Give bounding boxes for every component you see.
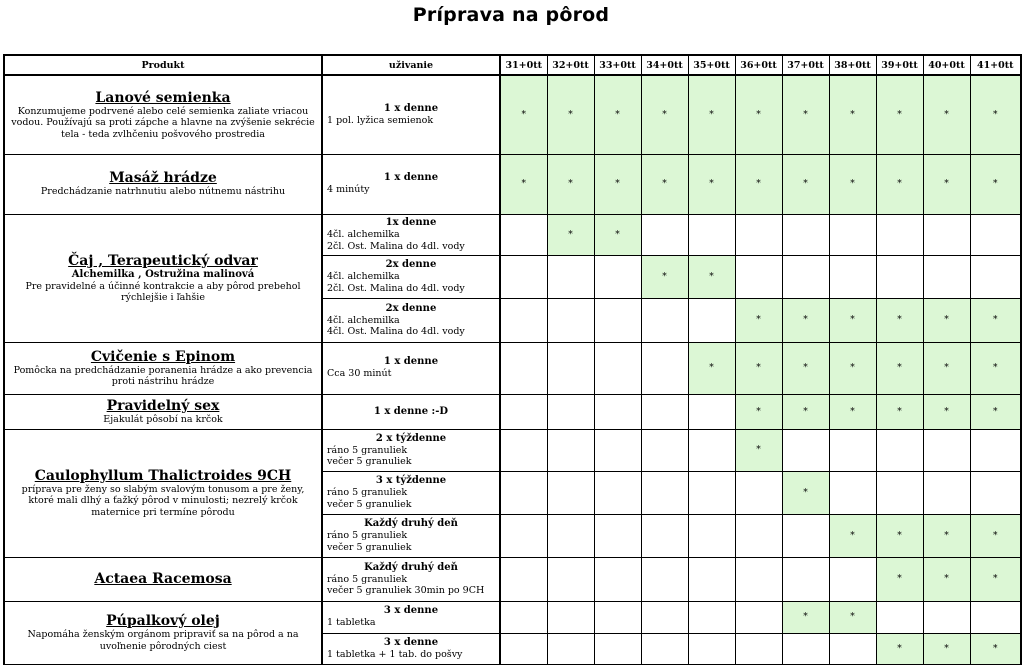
week-mark: *	[803, 363, 808, 373]
week-cell	[688, 514, 735, 557]
week-cell-marked	[923, 75, 970, 154]
week-cell-marked	[876, 298, 923, 342]
table-row	[4, 154, 1021, 214]
header-week-37: 37+0tt	[782, 55, 829, 75]
week-cell-marked	[829, 298, 876, 342]
header-week-41: 41+0tt	[970, 55, 1021, 75]
week-cell-marked	[547, 154, 594, 214]
product-name: Čaj , Terapeutický odvar	[68, 252, 258, 269]
week-mark: *	[803, 406, 808, 417]
week-cell	[876, 429, 923, 471]
document-title: Príprava na pôrod	[412, 4, 610, 26]
week-cell-marked	[923, 298, 970, 342]
week-cell	[688, 298, 735, 342]
week-cell-marked	[500, 75, 547, 154]
week-cell	[923, 214, 970, 255]
week-mark: *	[803, 612, 808, 622]
table-row	[4, 601, 1021, 633]
week-cell-marked	[829, 342, 876, 394]
week-cell	[594, 471, 641, 514]
week-cell	[735, 255, 782, 298]
usage-frequency: 3 x denne	[383, 636, 439, 648]
week-mark: *	[568, 229, 573, 240]
week-cell-marked	[782, 298, 829, 342]
usage-detail: večer 5 granuliek 30min po 9CH	[327, 585, 485, 596]
week-cell-marked	[782, 471, 829, 514]
week-mark: *	[615, 109, 620, 120]
week-mark: *	[993, 179, 998, 189]
week-cell-marked	[688, 154, 735, 214]
product-description: Konzumujeme podrvené alebo celé semienka zaliate vriacou vodou. Používajú sa proti zápche a hlavne na zvýšenie sekrécie tela - teda zvlhčeniu pošvového prostredia	[11, 105, 315, 140]
usage-detail: 2čl. Ost. Malina do 4dl. vody	[327, 240, 465, 252]
week-cell	[641, 214, 688, 255]
week-mark: *	[803, 109, 808, 120]
usage-detail: 4 minúty	[327, 184, 370, 196]
week-cell-marked	[782, 394, 829, 429]
week-cell-marked	[594, 214, 641, 255]
week-cell-marked	[735, 298, 782, 342]
header-week-34: 34+0tt	[641, 55, 688, 75]
week-cell	[829, 429, 876, 471]
header-product: Produkt	[4, 55, 322, 75]
week-mark: *	[944, 109, 949, 120]
usage-frequency: 2x denne	[385, 259, 437, 270]
usage-detail: 1 pol. lyžica semienok	[327, 115, 434, 126]
week-mark: *	[615, 179, 620, 189]
week-cell-marked	[923, 514, 970, 557]
week-cell	[876, 471, 923, 514]
week-mark: *	[897, 406, 902, 417]
week-mark: *	[662, 179, 667, 189]
usage-detail: večer 5 granuliek	[327, 541, 412, 553]
week-cell-marked	[876, 154, 923, 214]
week-cell	[782, 514, 829, 557]
week-mark: *	[850, 109, 855, 120]
week-mark: *	[850, 530, 855, 541]
week-cell	[594, 342, 641, 394]
week-cell-marked	[923, 394, 970, 429]
product-cell	[4, 154, 322, 214]
week-cell	[923, 601, 970, 633]
week-cell	[641, 514, 688, 557]
product-cell	[4, 214, 322, 342]
week-mark: *	[897, 363, 902, 373]
usage-detail: 1 tabletka + 1 tab. do pošvy	[327, 648, 463, 660]
usage-detail: 4čl. alchemilka	[327, 229, 400, 240]
usage-detail: 1 tabletka	[327, 617, 376, 629]
week-cell	[500, 557, 547, 601]
week-cell	[641, 298, 688, 342]
usage-cell	[322, 601, 500, 633]
week-cell-marked	[688, 255, 735, 298]
week-cell	[735, 471, 782, 514]
week-mark: *	[944, 574, 949, 584]
week-mark: *	[944, 179, 949, 189]
usage-frequency: 1 x denne	[383, 356, 439, 368]
week-cell-marked	[735, 394, 782, 429]
week-cell-marked	[594, 75, 641, 154]
week-cell	[500, 342, 547, 394]
week-cell-marked	[876, 394, 923, 429]
week-cell-marked	[500, 154, 547, 214]
week-mark: *	[662, 109, 667, 120]
week-cell	[735, 514, 782, 557]
week-cell	[594, 514, 641, 557]
week-cell-marked	[970, 633, 1021, 664]
week-cell-marked	[547, 75, 594, 154]
usage-frequency: Každý druhý deň	[364, 561, 458, 573]
week-cell	[594, 557, 641, 601]
week-cell	[876, 255, 923, 298]
week-mark: *	[944, 315, 949, 325]
usage-detail: ráno 5 granuliek	[327, 487, 408, 498]
week-cell	[641, 471, 688, 514]
week-cell-marked	[547, 214, 594, 255]
week-mark: *	[897, 643, 902, 654]
week-cell-marked	[641, 255, 688, 298]
week-mark: *	[709, 179, 714, 189]
week-mark: *	[944, 406, 949, 417]
week-cell-marked	[735, 75, 782, 154]
week-cell	[923, 429, 970, 471]
usage-frequency: 3 x týždenne	[375, 475, 447, 486]
week-cell	[547, 394, 594, 429]
week-mark: *	[756, 109, 761, 120]
week-cell	[782, 255, 829, 298]
usage-detail: Cca 30 minút	[327, 368, 392, 380]
week-cell	[923, 255, 970, 298]
week-mark: *	[756, 315, 761, 325]
week-mark: *	[850, 179, 855, 189]
week-cell	[500, 633, 547, 664]
header-week-31: 31+0tt	[500, 55, 547, 75]
product-description: príprava pre ženy so slabým svalovým tonusom a pre ženy, ktoré mali dlhý a ťažký pôrod v minulosti; nezrelý krčok maternice pri termíne pôrodu	[21, 483, 305, 518]
week-cell	[970, 429, 1021, 471]
week-mark: *	[993, 406, 998, 417]
week-cell	[500, 514, 547, 557]
week-cell-marked	[970, 557, 1021, 601]
week-cell	[829, 471, 876, 514]
usage-detail: večer 5 granuliek	[327, 498, 412, 510]
week-cell	[547, 471, 594, 514]
week-cell	[594, 601, 641, 633]
header-week-40: 40+0tt	[923, 55, 970, 75]
product-cell	[4, 557, 322, 601]
week-cell-marked	[782, 154, 829, 214]
usage-frequency: Každý druhý deň	[364, 518, 458, 529]
week-mark: *	[850, 315, 855, 325]
week-cell	[641, 601, 688, 633]
header-usage: uživanie	[322, 55, 500, 75]
table-row	[4, 214, 1021, 255]
week-mark: *	[568, 109, 573, 120]
week-cell	[829, 633, 876, 664]
product-name: Cvičenie s Epinom	[90, 348, 236, 365]
usage-cell	[322, 255, 500, 298]
week-cell	[641, 633, 688, 664]
week-mark: *	[850, 612, 855, 622]
product-description: Napomáha ženským orgánom pripraviť sa na pôrod a na uvoľnenie pôrodných ciest	[27, 629, 299, 652]
header-week-39: 39+0tt	[876, 55, 923, 75]
usage-cell	[322, 154, 500, 214]
week-cell-marked	[970, 342, 1021, 394]
table-row	[4, 557, 1021, 601]
week-cell-marked	[829, 601, 876, 633]
week-mark: *	[993, 109, 998, 120]
week-mark: *	[803, 179, 808, 189]
week-cell-marked	[970, 298, 1021, 342]
table-row	[4, 342, 1021, 394]
week-mark: *	[521, 109, 526, 120]
week-cell-marked	[970, 394, 1021, 429]
week-cell	[829, 557, 876, 601]
week-cell	[688, 557, 735, 601]
usage-cell	[322, 429, 500, 471]
week-cell	[547, 633, 594, 664]
week-cell-marked	[876, 633, 923, 664]
week-cell	[594, 394, 641, 429]
week-cell	[688, 429, 735, 471]
week-cell-marked	[782, 342, 829, 394]
week-cell	[782, 429, 829, 471]
week-cell-marked	[970, 514, 1021, 557]
usage-frequency: 1 x denne	[383, 103, 439, 114]
header-week-32: 32+0tt	[547, 55, 594, 75]
week-mark: *	[993, 530, 998, 541]
usage-cell	[322, 214, 500, 255]
week-cell	[688, 214, 735, 255]
week-cell	[829, 255, 876, 298]
usage-detail: ráno 5 granuliek	[327, 573, 408, 585]
product-cell	[4, 429, 322, 557]
week-cell-marked	[923, 633, 970, 664]
usage-cell	[322, 514, 500, 557]
week-cell-marked	[876, 75, 923, 154]
week-mark: *	[568, 179, 573, 189]
week-cell	[923, 471, 970, 514]
week-cell	[500, 601, 547, 633]
week-mark: *	[897, 179, 902, 189]
week-cell-marked	[641, 154, 688, 214]
usage-frequency: 1 x denne :-D	[373, 405, 449, 417]
week-cell	[547, 255, 594, 298]
week-mark: *	[850, 363, 855, 373]
week-cell	[735, 601, 782, 633]
usage-frequency: 3 x denne	[383, 605, 439, 617]
week-cell	[970, 471, 1021, 514]
usage-frequency: 2 x týždenne	[375, 432, 447, 444]
product-cell	[4, 75, 322, 154]
week-cell	[688, 471, 735, 514]
week-mark: *	[615, 229, 620, 240]
week-mark: *	[944, 530, 949, 541]
week-mark: *	[944, 363, 949, 373]
week-cell	[782, 557, 829, 601]
week-cell-marked	[735, 429, 782, 471]
week-cell	[547, 557, 594, 601]
week-cell	[547, 429, 594, 471]
week-cell	[500, 255, 547, 298]
week-mark: *	[993, 363, 998, 373]
usage-cell	[322, 75, 500, 154]
week-cell	[500, 298, 547, 342]
week-cell	[547, 298, 594, 342]
product-name: Pravidelný sex	[106, 397, 220, 414]
week-cell	[782, 214, 829, 255]
week-cell-marked	[923, 557, 970, 601]
week-cell	[970, 255, 1021, 298]
week-cell	[547, 342, 594, 394]
usage-cell	[322, 298, 500, 342]
product-cell	[4, 601, 322, 664]
week-cell	[829, 214, 876, 255]
week-cell-marked	[641, 75, 688, 154]
usage-cell	[322, 557, 500, 601]
usage-cell	[322, 394, 500, 429]
usage-frequency: 2x denne	[385, 302, 437, 314]
product-subtitle: Alchemilka , Ostružina malinová	[71, 268, 255, 280]
product-name: Caulophyllum Thalictroides 9CH	[34, 467, 292, 484]
week-cell	[594, 633, 641, 664]
week-cell-marked	[829, 154, 876, 214]
week-cell	[735, 633, 782, 664]
week-cell	[735, 557, 782, 601]
week-cell	[500, 429, 547, 471]
week-cell-marked	[782, 75, 829, 154]
week-cell	[594, 429, 641, 471]
week-cell	[641, 557, 688, 601]
week-mark: *	[897, 530, 902, 541]
usage-detail: ráno 5 granuliek	[327, 444, 408, 456]
usage-cell	[322, 633, 500, 664]
week-mark: *	[993, 574, 998, 584]
week-cell-marked	[876, 514, 923, 557]
table-row	[4, 75, 1021, 154]
product-name: Actaea Racemosa	[94, 571, 232, 587]
week-mark: *	[803, 487, 808, 498]
week-mark: *	[993, 315, 998, 325]
product-description: Pre pravidelné a účinné kontrakcie a aby pôrod prebehol rýchlejšie i ľahšie	[25, 280, 301, 303]
week-cell	[688, 633, 735, 664]
week-mark: *	[756, 363, 761, 373]
header-week-38: 38+0tt	[829, 55, 876, 75]
usage-detail: večer 5 granuliek	[327, 456, 412, 467]
week-mark: *	[993, 643, 998, 654]
usage-frequency: 1x denne	[385, 217, 437, 228]
week-cell-marked	[829, 394, 876, 429]
usage-detail: 4čl. alchemilka	[327, 271, 400, 282]
product-name: Púpalkový olej	[106, 613, 220, 629]
week-cell	[500, 471, 547, 514]
week-cell	[641, 342, 688, 394]
usage-detail: 4čl. alchemilka	[327, 314, 400, 326]
usage-detail: 4čl. Ost. Malina do 4dl. vody	[327, 326, 465, 337]
week-cell	[876, 214, 923, 255]
week-mark: *	[897, 574, 902, 584]
product-description: Pomôcka na predchádzanie poranenia hrádze a ako prevencia proti nástrihu hrádze	[13, 364, 313, 387]
usage-frequency: 1 x denne	[383, 172, 439, 184]
product-name: Masáž hrádze	[109, 170, 217, 187]
week-mark: *	[803, 315, 808, 325]
week-cell	[735, 214, 782, 255]
week-cell-marked	[829, 75, 876, 154]
week-cell	[641, 394, 688, 429]
week-cell-marked	[688, 342, 735, 394]
week-mark: *	[944, 643, 949, 654]
week-cell	[782, 633, 829, 664]
week-cell	[688, 394, 735, 429]
week-mark: *	[521, 179, 526, 189]
week-cell-marked	[876, 557, 923, 601]
week-cell	[876, 601, 923, 633]
week-mark: *	[897, 315, 902, 325]
week-cell	[594, 298, 641, 342]
week-mark: *	[850, 406, 855, 417]
product-cell	[4, 342, 322, 394]
week-cell-marked	[923, 154, 970, 214]
usage-cell	[322, 471, 500, 514]
product-name: Lanové semienka	[95, 89, 231, 106]
week-cell	[594, 255, 641, 298]
week-cell-marked	[970, 75, 1021, 154]
week-mark: *	[756, 406, 761, 417]
header-week-35: 35+0tt	[688, 55, 735, 75]
product-description: Predchádzanie natrhnutiu alebo nútnemu nástrihu	[40, 186, 286, 198]
week-cell-marked	[735, 154, 782, 214]
product-cell	[4, 394, 322, 429]
week-mark: *	[897, 109, 902, 120]
header-week-36: 36+0tt	[735, 55, 782, 75]
week-cell-marked	[829, 514, 876, 557]
week-cell	[547, 514, 594, 557]
week-cell	[500, 214, 547, 255]
week-cell-marked	[594, 154, 641, 214]
table-row	[4, 394, 1021, 429]
usage-detail: ráno 5 granuliek	[327, 530, 408, 541]
week-cell	[970, 601, 1021, 633]
header-row	[4, 55, 1021, 75]
week-cell	[547, 601, 594, 633]
week-mark: *	[709, 109, 714, 120]
usage-cell	[322, 342, 500, 394]
week-cell-marked	[970, 154, 1021, 214]
week-mark: *	[756, 445, 761, 455]
week-mark: *	[709, 271, 714, 282]
week-cell-marked	[688, 75, 735, 154]
week-cell-marked	[735, 342, 782, 394]
preparation-table	[3, 54, 1022, 665]
product-description: Ejakulát pôsobí na krčok	[103, 413, 223, 425]
week-mark: *	[662, 271, 667, 282]
week-mark: *	[756, 179, 761, 189]
week-cell-marked	[923, 342, 970, 394]
table-row	[4, 429, 1021, 471]
week-cell	[500, 394, 547, 429]
week-cell	[970, 214, 1021, 255]
week-cell	[688, 601, 735, 633]
week-cell-marked	[876, 342, 923, 394]
week-mark: *	[709, 363, 714, 373]
week-cell	[641, 429, 688, 471]
usage-detail: 2čl. Ost. Malina do 4dl. vody	[327, 282, 465, 294]
week-cell-marked	[782, 601, 829, 633]
header-week-33: 33+0tt	[594, 55, 641, 75]
